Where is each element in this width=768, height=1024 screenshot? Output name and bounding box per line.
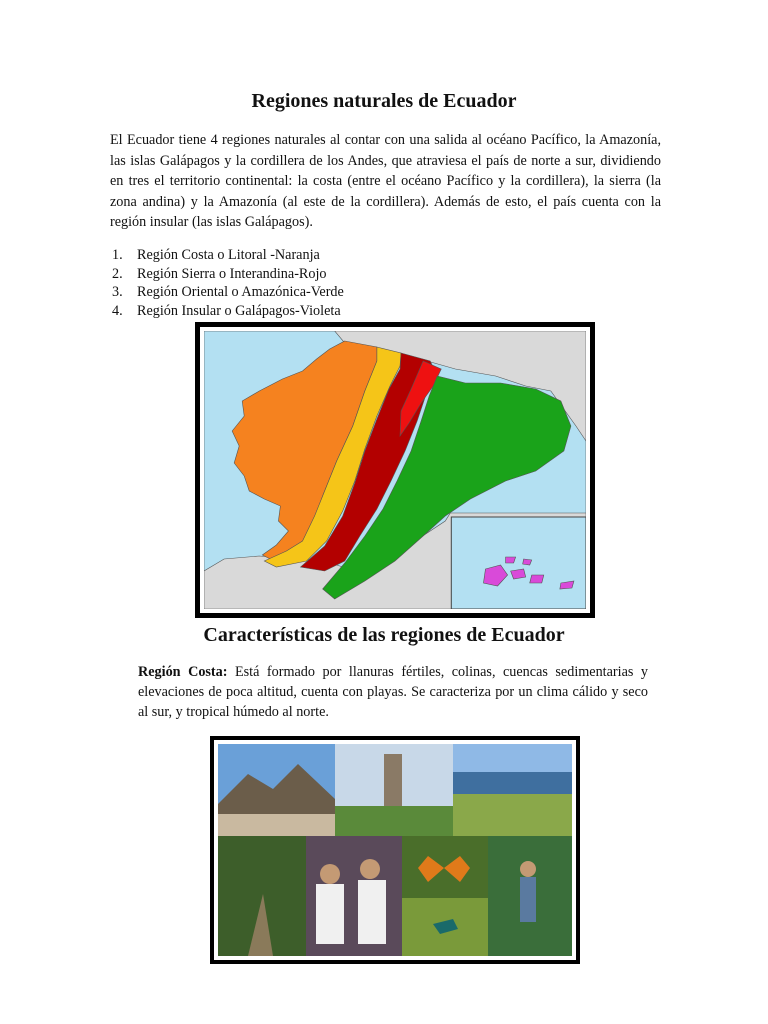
list-text: Región Oriental o Amazónica-Verde	[137, 284, 344, 300]
collage-svg	[218, 744, 572, 956]
list-number: 2.	[112, 265, 123, 282]
costa-label: Región Costa:	[138, 664, 228, 680]
list-text: Región Costa o Litoral -Naranja	[137, 247, 320, 263]
list-item	[112, 265, 344, 284]
list-number: 3.	[112, 284, 123, 300]
list-item	[112, 246, 344, 265]
map-svg	[204, 331, 586, 609]
list-number: 1.	[112, 247, 123, 263]
section-title: Características de las regiones de Ecuador	[203, 624, 565, 646]
intro-paragraph: El Ecuador tiene 4 regiones naturales al contar con una salida al océano Pacífico, la Amazonía, las islas Galápagos y la cordillera de los Andes, que atraviesa el país de norte a sur, dividiendo en tres el territorio continental: la costa (entre el océano Pacífico y la cordillera), la sierra (la zona andina) y la Amazonía (al este de la cordillera). Además de esto, el país cuenta con la región insular (las islas Galápagos).	[110, 132, 661, 230]
list-text: Región Sierra o Interandina-Rojo	[137, 265, 327, 282]
list-number: 4.	[112, 302, 123, 319]
list-item	[112, 302, 344, 321]
page-title: Regiones naturales de Ecuador	[251, 90, 517, 112]
ecuador-regions-map	[195, 322, 595, 618]
photo-butterfly	[402, 836, 488, 898]
list-item	[112, 283, 344, 302]
ecuador-photo-collage	[210, 736, 580, 964]
region-list	[112, 246, 344, 320]
map-galapagos-inset	[451, 517, 586, 609]
costa-paragraph	[138, 662, 648, 722]
costa-text: Está formado por llanuras fértiles, colinas, cuencas sedimentarias y elevaciones de poca altitud, cuenta con playas. Se caracteriza por un clima cálido y seco al sur, y tropical húmedo al norte.	[138, 664, 649, 720]
list-text: Región Insular o Galápagos-Violeta	[137, 302, 341, 319]
